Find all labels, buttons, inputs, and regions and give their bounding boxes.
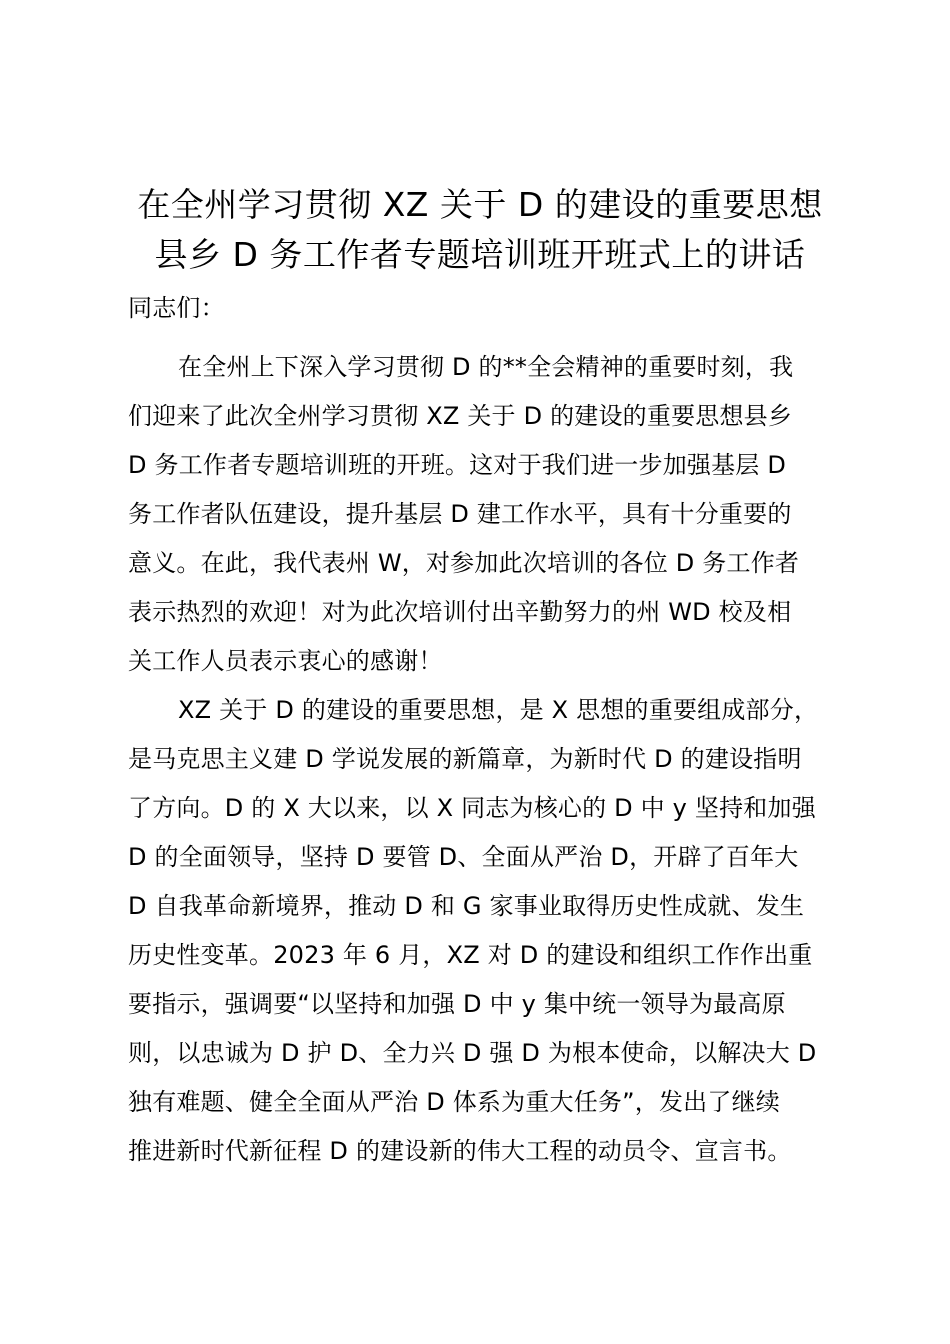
document-body xyxy=(128,284,842,1176)
paragraph-line: 意义。在此，我代表州 W，对参加此次培训的各位 D 务工作者 xyxy=(128,549,800,577)
paragraph-line: XZ 关于 D 的建设的重要思想，是 X 思想的重要组成部分， xyxy=(178,696,819,724)
title-line: 县乡 D 务工作者专题培训班开班式上的讲话 xyxy=(154,235,806,274)
paragraph-line: 了方向。D 的 X 大以来，以 X 同志为核心的 D 中 y 坚持和加强 xyxy=(128,794,816,822)
paragraph-line: 在全州上下深入学习贯彻 D 的**全会精神的重要时刻，我 xyxy=(178,353,794,381)
paragraph-line: 要指示，强调要“以坚持和加强 D 中 y 集中统一领导为最高原 xyxy=(128,990,786,1018)
paragraph-line: 务工作者队伍建设，提升基层 D 建工作水平，具有十分重要的 xyxy=(128,500,792,528)
paragraph-line: D 的全面领导，坚持 D 要管 D、全面从严治 D，开辟了百年大 xyxy=(128,843,799,871)
document-title xyxy=(110,180,850,280)
salutation: 同志们： xyxy=(128,294,225,322)
paragraph-line: 们迎来了此次全州学习贯彻 XZ 关于 D 的建设的重要思想县乡 xyxy=(128,402,793,430)
paragraph-line: 推进新时代新征程 D 的建设新的伟大工程的动员令、宣言书。 xyxy=(128,1137,792,1165)
paragraph-line: 历史性变革。2023 年 6 月，XZ 对 D 的建设和组织工作作出重 xyxy=(128,941,813,969)
paragraph xyxy=(128,686,842,1176)
paragraph-line: 则，以忠诚为 D 护 D、全力兴 D 强 D 为根本使命，以解决大 D xyxy=(128,1039,817,1067)
paragraph-line: 表示热烈的欢迎！对为此次培训付出辛勤努力的州 WD 校及相 xyxy=(128,598,792,626)
paragraph-line: 关工作人员表示衷心的感谢！ xyxy=(128,647,443,675)
paragraph xyxy=(128,343,842,686)
paragraph-line: 独有难题、健全全面从严治 D 体系为重大任务”，发出了继续 xyxy=(128,1088,780,1116)
paragraph-line: D 自我革命新境界，推动 D 和 G 家事业取得历史性成就、发生 xyxy=(128,892,805,920)
paragraph-line: 是马克思主义建 D 学说发展的新篇章，为新时代 D 的建设指明 xyxy=(128,745,802,773)
title-line: 在全州学习贯彻 XZ 关于 D 的建设的重要思想 xyxy=(137,185,823,224)
paragraph-line: D 务工作者专题培训班的开班。这对于我们进一步加强基层 D xyxy=(128,451,787,479)
